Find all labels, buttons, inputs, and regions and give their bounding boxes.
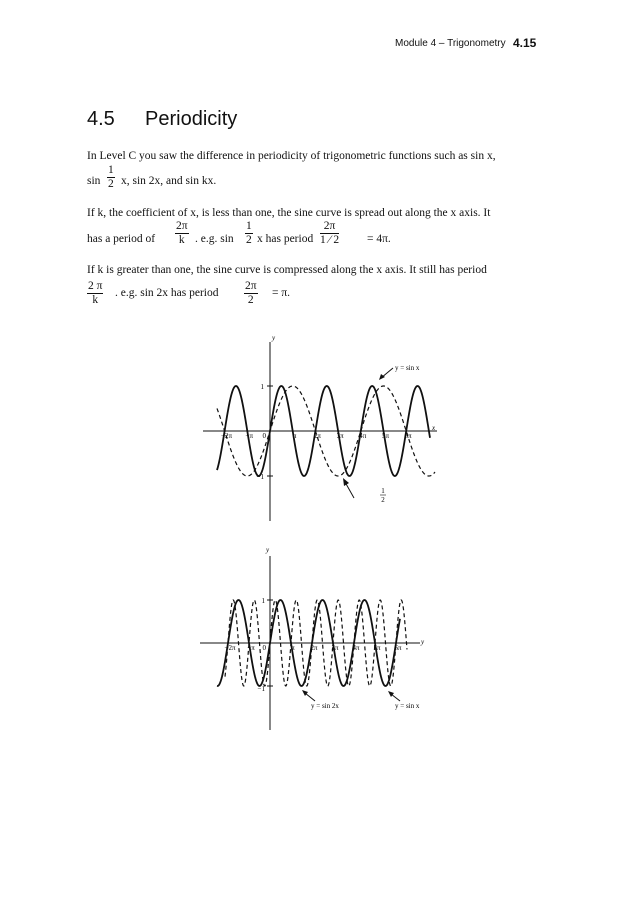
para1-rest: x, sin 2x, and sin kx. [121,175,217,187]
section-title: Periodicity [145,108,238,130]
para1-line1: In Level C you saw the difference in periodicity of trigonometric functions such as sin x, [87,150,496,162]
graph2-x-tick-label: 2π [310,644,318,652]
graph1-x-tick-label: π [292,432,297,440]
graph1-x-tick-label: 5π [381,432,390,440]
graph2-tick-label-neg1: −1 [257,685,265,693]
fraction-denominator: 2 [246,234,252,246]
para1-sin: sin [87,175,101,187]
fraction-numerator: 1 [246,220,252,232]
para2-result: = 4π. [367,233,391,245]
para2-fraction-2pi-half [320,220,339,247]
graph1-x-tick-label: 0 [262,432,266,440]
graph2-x-label: y [421,638,425,646]
fraction-numerator: 1 [108,164,114,176]
graph1-x-tick-label: 3π [336,432,344,440]
graph1-label-sin-x: y = sin x [395,364,420,372]
section-number: 4.5 [87,108,115,130]
graph1-x-tick-label: 4π [359,432,367,440]
graph2-x-tick-label: 6π [394,644,402,652]
graph2-axes [200,556,420,730]
graph2-x-tick-label: 4π [352,644,360,652]
graph1-tick-label-neg1: −1 [256,473,264,481]
graph1-x-label: x [432,424,436,432]
graph2-label-sin-x: y = sin x [395,702,420,710]
para2-x-has-period: x has period [257,233,314,245]
graph2-label-sin-2x: y = sin 2x [311,702,339,710]
fraction-numerator: 2π [176,220,188,232]
graph1-x-tick-label: −π [245,432,254,440]
graph-sin-x-and-sin-half-x [195,330,450,525]
graph1-label-half-den: 2 [381,496,385,504]
graph2-tick-labels [225,644,402,652]
para3-line1: If k is greater than one, the sine curve is compressed along the x axis. It still has period [87,264,487,276]
para3-fraction-2pi-2 [244,280,258,307]
graph1-tick-labels [221,432,412,440]
graph2-x-tick-label: −2π [224,644,236,652]
graph1-y-label: y [272,334,276,342]
fraction-denominator: 2 [247,294,254,306]
para3-fraction-2pi-k [87,280,103,307]
graph1-label-half-num: 1 [381,487,385,495]
para3-eg: . e.g. sin 2x has period [115,287,219,299]
module-title: Module 4 – Trigonometry [395,38,506,49]
graph1-arrow-sin-half-x [343,478,349,486]
graph1-x-tick-label: 2π [313,432,321,440]
fraction-numerator: 2π [245,280,257,292]
graph1-x-tick-label: 6π [404,432,412,440]
fraction-denominator: k [92,294,99,306]
para2-line1: If k, the coefficient of x, is less than one, the sine curve is spread out along the x axis. It [87,207,491,219]
graph2-x-tick-label: 5π [373,644,381,652]
fraction-numerator: 2π [320,220,339,234]
page-number: 4.15 [513,36,537,50]
fraction-numerator: 2 π [88,280,103,292]
graph2-x-tick-label: π [291,644,295,652]
graph2-x-tick-label: 0 [262,644,266,652]
graph-sin-x-and-sin-2x [195,540,440,735]
graph2-pointer-sin-2x [305,693,315,701]
para2-eg: . e.g. sin [195,233,234,245]
para1-fraction [107,164,115,191]
graph2-tick-label-1: 1 [261,597,265,605]
para3-result: = π. [272,287,291,299]
fraction-denominator: 2 [108,178,114,190]
graph1-tick-label-1: 1 [260,383,264,391]
para2-has-period: has a period of [87,233,156,245]
graph2-x-tick-label: −π [247,644,255,652]
fraction-denominator: 1 ⁄ 2 [320,234,340,246]
para2-fraction-2pi-k [175,220,189,247]
graph1-x-tick-label: −2π [221,432,233,440]
para2-fraction-half [245,220,253,247]
graph2-x-tick-label: 3π [331,644,339,652]
fraction-denominator: k [178,234,185,246]
graph2-y-label: y [266,546,270,554]
